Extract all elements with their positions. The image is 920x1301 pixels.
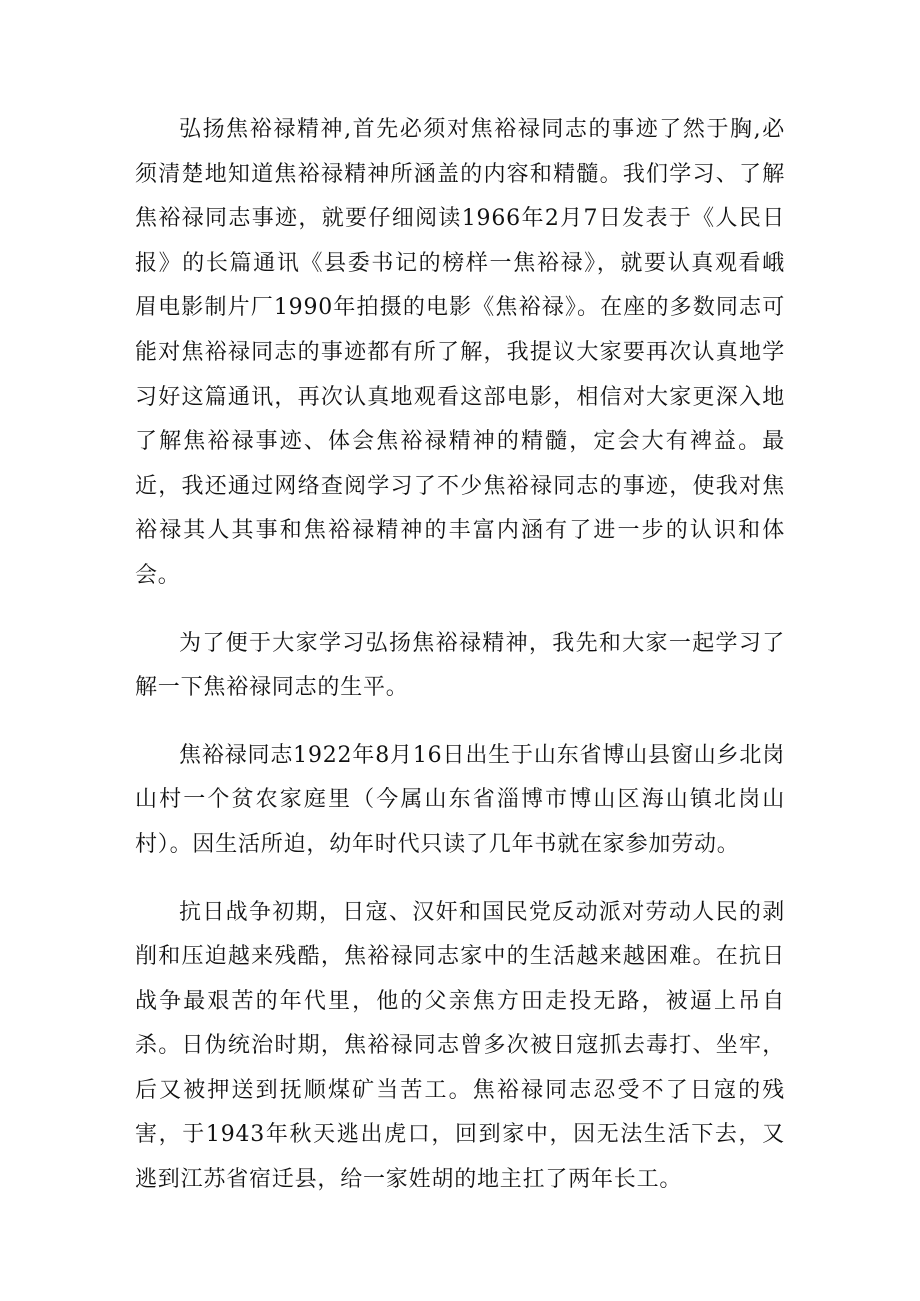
- paragraph-2: 为了便于大家学习弘扬焦裕禄精神，我先和大家一起学习了解一下焦裕禄同志的生平。: [135, 630, 785, 701]
- paragraph-4: 抗日战争初期，日寇、汉奸和国民党反动派对劳动人民的剥削和压迫越来残酷，焦裕禄同志家中的生活越来越困难。在抗日战争最艰苦的年代里，他的父亲焦方田走投无路，被逼上吊自杀。日伪统治时期，焦裕禄同志曾多次被日寇抓去毒打、坐牢，后又被押送到抚顺煤矿当苦工。焦裕禄同志忍受不了日寇的残害，于1943年秋天逃出虎口，回到家中，因无法生活下去，又逃到江苏省宿迁县，给一家姓胡的地主扛了两年长工。: [135, 899, 785, 1193]
- paragraph-3: 焦裕禄同志1922年8月16日出生于山东省博山县窗山乡北岗山村一个贫农家庭里（今属山东省淄博市博山区海山镇北岗山村）。因生活所迫，幼年时代只读了几年书就在家参加劳动。: [135, 742, 785, 857]
- paragraph-1: 弘扬焦裕禄精神,首先必须对焦裕禄同志的事迹了然于胸,必须清楚地知道焦裕禄精神所涵盖的内容和精髓。我们学习、了解焦裕禄同志事迹，就要仔细阅读1966年2月7日发表于《人民日报》的长篇通讯《县委书记的榜样一焦裕禄》，就要认真观看峨眉电影制片厂1990年拍摄的电影《焦裕禄》。在座的多数同志可能对焦裕禄同志的事迹都有所了解，我提议大家要再次认真地学习好这篇通讯，再次认真地观看这部电影，相信对大家更深入地了解焦裕禄事迹、体会焦裕禄精神的精髓，定会大有裨益。最近，我还通过网络查阅学习了不少焦裕禄同志的事迹，使我对焦裕禄其人其事和焦裕禄精神的丰富内涵有了进一步的认识和体会。: [135, 117, 785, 588]
- document-body: [135, 108, 785, 1203]
